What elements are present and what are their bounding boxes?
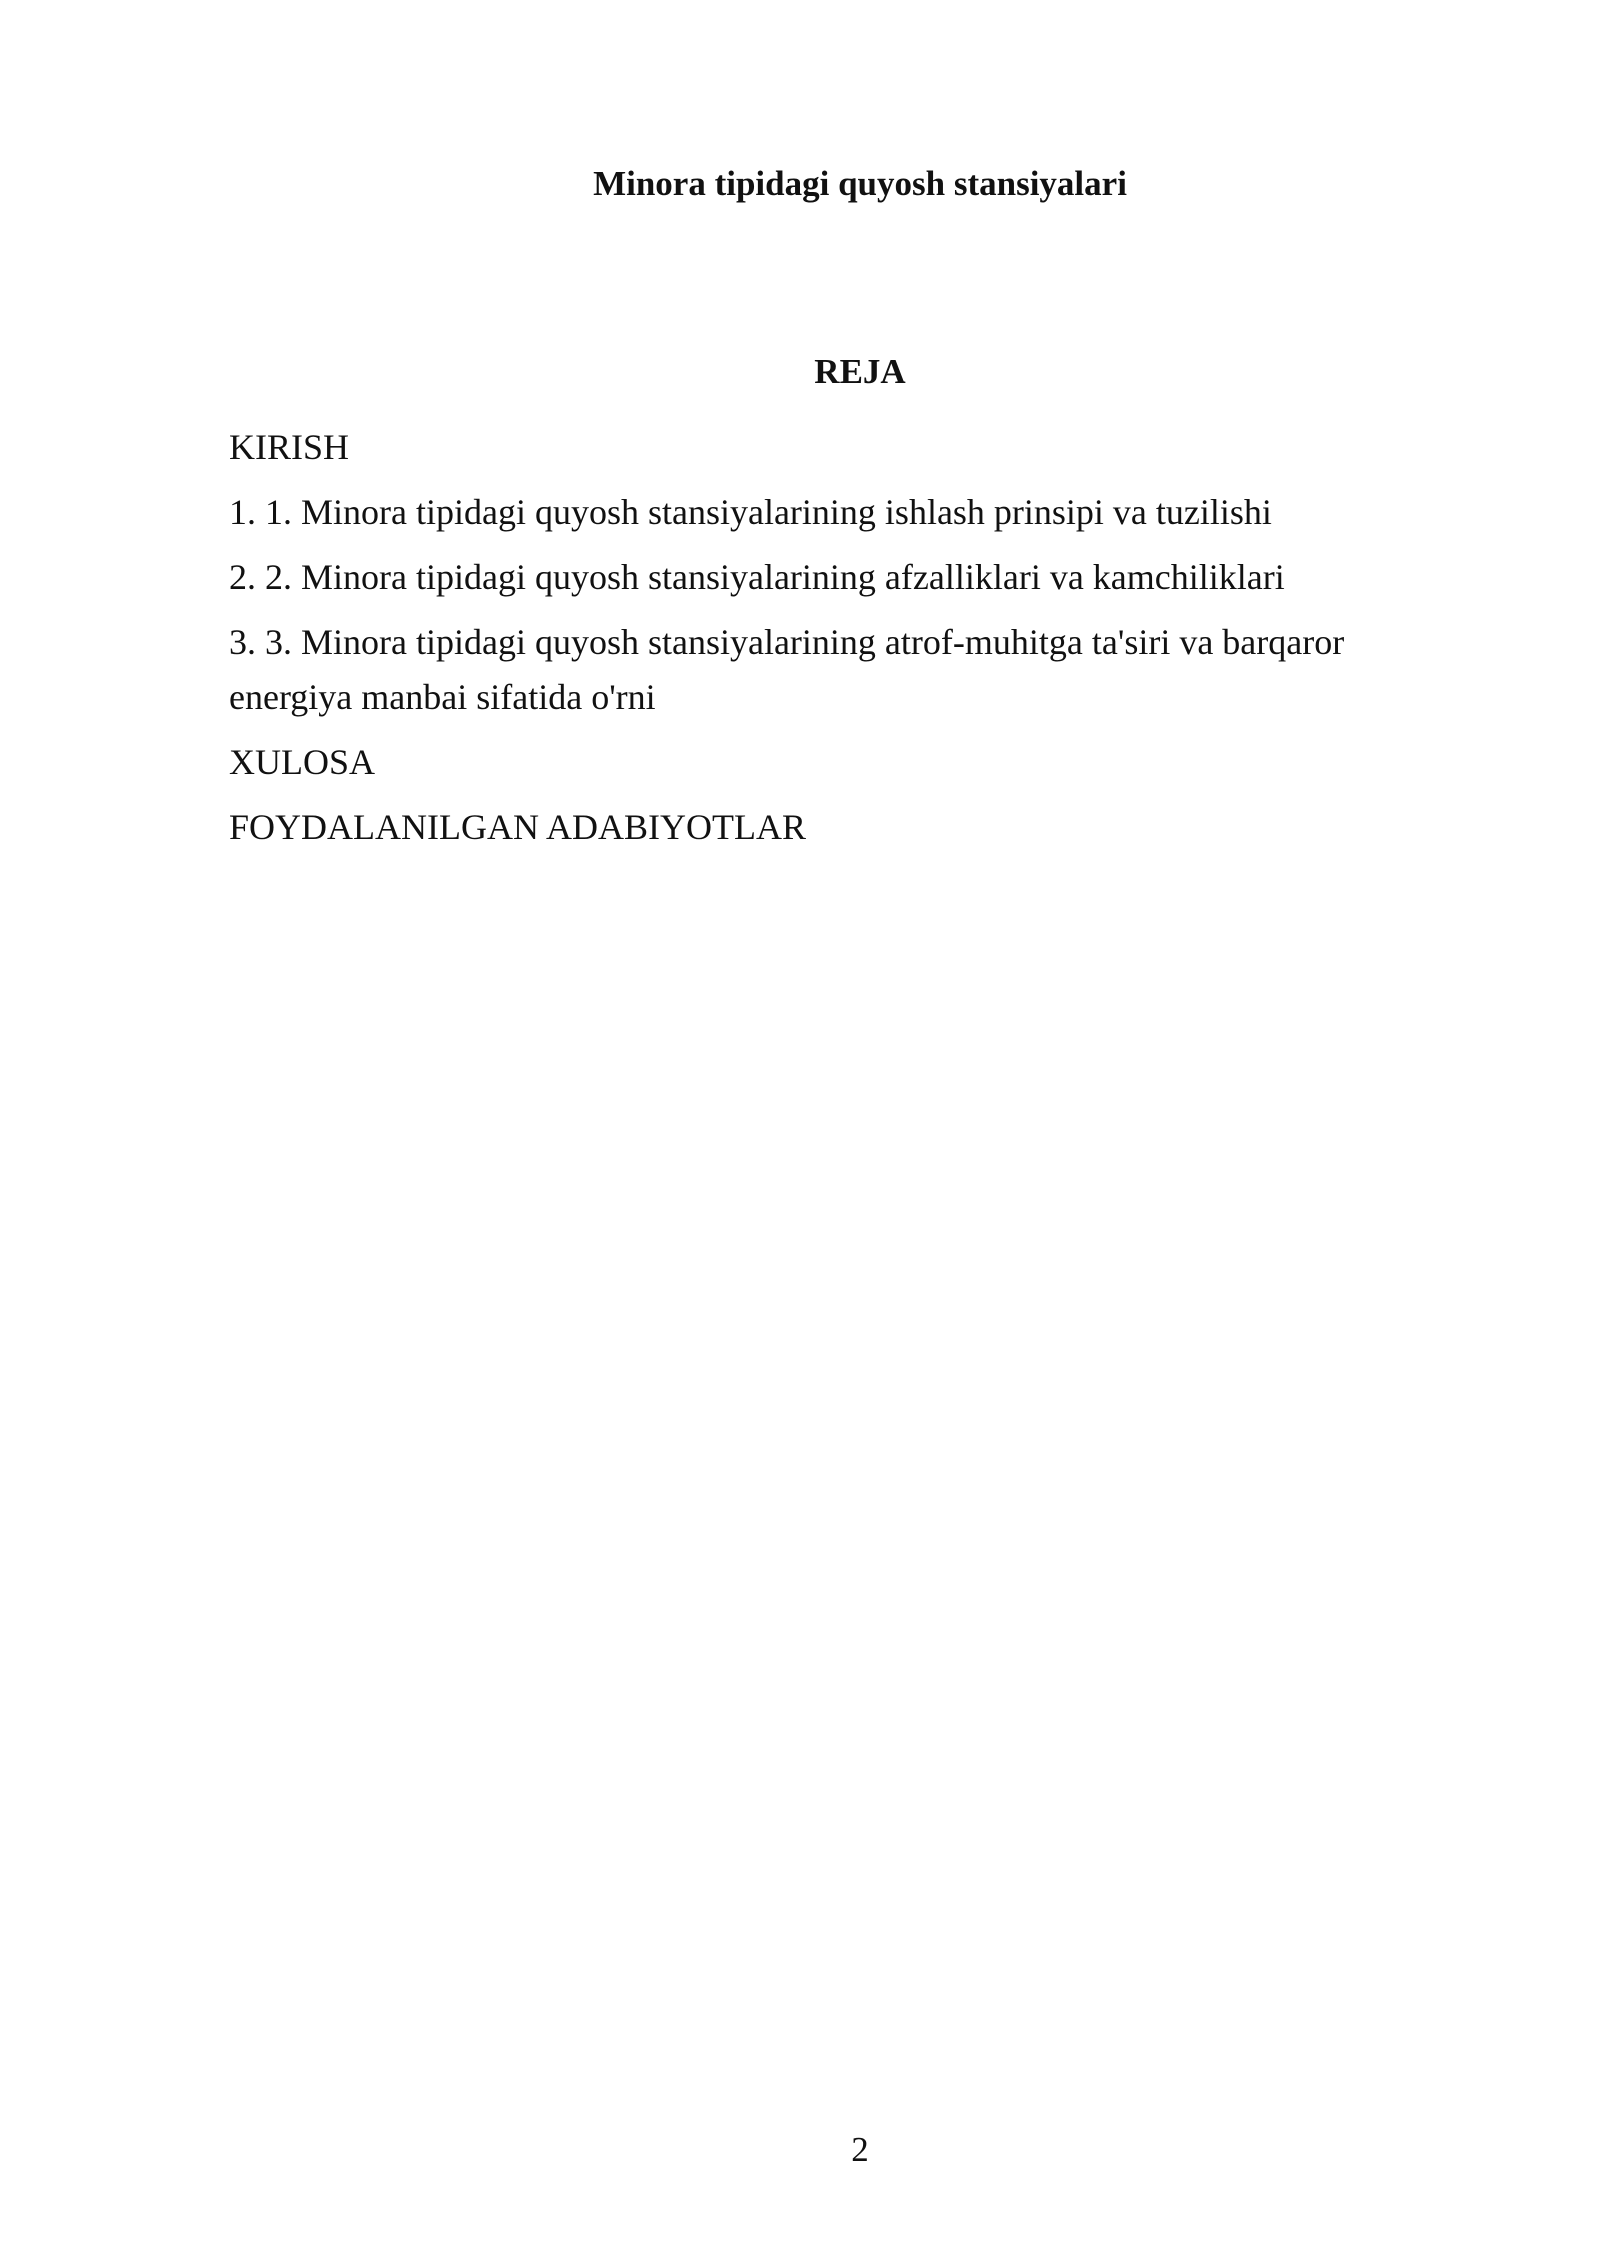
toc-item-conclusion: XULOSA bbox=[229, 742, 376, 782]
toc-item-chapter-1: 1. 1. Minora tipidagi quyosh stansiyalarining ishlash prinsipi va tuzilishi bbox=[229, 492, 1272, 532]
document-title: Minora tipidagi quyosh stansiyalari bbox=[593, 164, 1127, 203]
plan-heading: REJA bbox=[814, 352, 906, 391]
page-number: 2 bbox=[851, 2130, 869, 2169]
toc-item-introduction: KIRISH bbox=[229, 427, 350, 467]
toc-item-references: FOYDALANILGAN ADABIYOTLAR bbox=[229, 807, 806, 847]
table-of-contents bbox=[229, 420, 1409, 865]
toc-item-chapter-3: 3. 3. Minora tipidagi quyosh stansiyalarining atrof-muhitga ta'siri va barqaror energiya manbai sifatida o'rni bbox=[229, 622, 1345, 717]
toc-item-chapter-2: 2. 2. Minora tipidagi quyosh stansiyalarining afzalliklari va kamchiliklari bbox=[229, 557, 1285, 597]
